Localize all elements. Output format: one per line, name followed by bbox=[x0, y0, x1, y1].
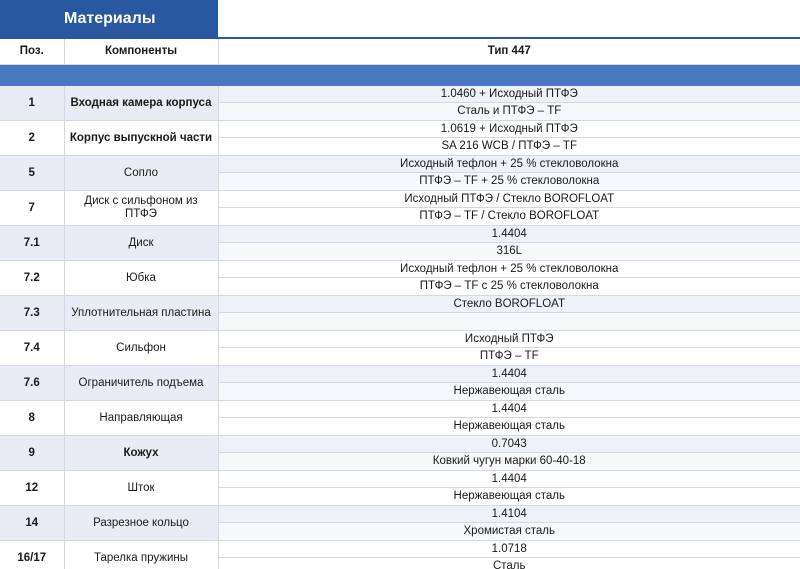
row-material-code: Исходный ПТФЭ bbox=[219, 331, 800, 348]
row-pos: 7.2 bbox=[0, 261, 64, 296]
header-components: Компоненты bbox=[64, 39, 218, 64]
row-material-code: 1.4404 bbox=[219, 366, 800, 383]
table-row bbox=[0, 366, 800, 401]
row-material-code: Исходный тефлон + 25 % стекловолокна bbox=[219, 261, 800, 278]
row-material-desc: Сталь и ПТФЭ – TF bbox=[219, 103, 800, 120]
table-row bbox=[0, 506, 800, 541]
row-materials bbox=[218, 261, 800, 296]
row-material-code: 1.4104 bbox=[219, 506, 800, 523]
row-component: Юбка bbox=[64, 261, 218, 296]
row-pos: 9 bbox=[0, 436, 64, 471]
row-component: Диск с сильфоном из ПТФЭ bbox=[64, 191, 218, 226]
row-component: Шток bbox=[64, 471, 218, 506]
row-material-desc: Хромистая сталь bbox=[219, 523, 800, 540]
table-header-row bbox=[0, 39, 800, 64]
row-material-code: 1.4404 bbox=[219, 401, 800, 418]
row-pos: 14 bbox=[0, 506, 64, 541]
row-materials bbox=[218, 541, 800, 569]
row-material-code: 1.4404 bbox=[219, 226, 800, 243]
row-material-code: 1.0460 + Исходный ПТФЭ bbox=[219, 86, 800, 103]
row-material-code: Исходный тефлон + 25 % стекловолокна bbox=[219, 156, 800, 173]
row-pos: 16/17 bbox=[0, 541, 64, 569]
page-title: Материалы bbox=[0, 0, 218, 38]
row-material-desc: ПТФЭ – TF bbox=[219, 348, 800, 365]
row-material-desc: ПТФЭ – TF / Стекло BOROFLOAT bbox=[219, 208, 800, 225]
table-row bbox=[0, 226, 800, 261]
row-materials bbox=[218, 191, 800, 226]
row-component: Тарелка пружины bbox=[64, 541, 218, 569]
row-material-desc: SA 216 WCB / ПТФЭ – TF bbox=[219, 138, 800, 155]
row-material-code: 1.0718 bbox=[219, 541, 800, 558]
row-materials bbox=[218, 226, 800, 261]
row-material-desc: ПТФЭ – TF с 25 % стекловолокна bbox=[219, 278, 800, 295]
row-materials bbox=[218, 86, 800, 121]
row-material-code: 1.4404 bbox=[219, 471, 800, 488]
row-component: Сильфон bbox=[64, 331, 218, 366]
row-pos: 7.4 bbox=[0, 331, 64, 366]
row-pos: 5 bbox=[0, 156, 64, 191]
row-pos: 2 bbox=[0, 121, 64, 156]
row-material-desc: Нержавеющая сталь bbox=[219, 488, 800, 505]
header-type: Тип 447 bbox=[218, 39, 800, 64]
table-row bbox=[0, 121, 800, 156]
row-materials bbox=[218, 331, 800, 366]
row-material-desc: ПТФЭ – TF + 25 % стекловолокна bbox=[219, 173, 800, 190]
row-material-code: Исходный ПТФЭ / Стекло BOROFLOAT bbox=[219, 191, 800, 208]
table-row bbox=[0, 261, 800, 296]
row-component: Корпус выпускной части bbox=[64, 121, 218, 156]
row-pos: 8 bbox=[0, 401, 64, 436]
row-material-code: 0.7043 bbox=[219, 436, 800, 453]
row-component: Уплотнительная пластина bbox=[64, 296, 218, 331]
header-band bbox=[0, 64, 800, 86]
row-component: Входная камера корпуса bbox=[64, 86, 218, 121]
row-materials bbox=[218, 506, 800, 541]
table-row bbox=[0, 86, 800, 121]
row-component: Разрезное кольцо bbox=[64, 506, 218, 541]
row-pos: 1 bbox=[0, 86, 64, 121]
table-row bbox=[0, 436, 800, 471]
row-materials bbox=[218, 156, 800, 191]
row-component: Ограничитель подъема bbox=[64, 366, 218, 401]
row-pos: 7 bbox=[0, 191, 64, 226]
materials-table bbox=[0, 39, 800, 569]
row-material-desc: Сталь bbox=[219, 558, 800, 569]
row-material-desc: 316L bbox=[219, 243, 800, 260]
row-pos: 7.1 bbox=[0, 226, 64, 261]
row-component: Направляющая bbox=[64, 401, 218, 436]
row-pos: 7.3 bbox=[0, 296, 64, 331]
row-material-desc: Ковкий чугун марки 60-40-18 bbox=[219, 453, 800, 470]
row-materials bbox=[218, 401, 800, 436]
row-materials bbox=[218, 436, 800, 471]
row-pos: 7.6 bbox=[0, 366, 64, 401]
row-material-code: Стекло BOROFLOAT bbox=[219, 296, 800, 313]
table-row bbox=[0, 541, 800, 569]
row-component: Диск bbox=[64, 226, 218, 261]
table-row bbox=[0, 401, 800, 436]
row-material-code: 1.0619 + Исходный ПТФЭ bbox=[219, 121, 800, 138]
row-material-desc bbox=[219, 313, 800, 330]
table-row bbox=[0, 471, 800, 506]
row-component: Кожух bbox=[64, 436, 218, 471]
header-pos: Поз. bbox=[0, 39, 64, 64]
table-row bbox=[0, 331, 800, 366]
row-materials bbox=[218, 366, 800, 401]
row-material-desc: Нержавеющая сталь bbox=[219, 418, 800, 435]
row-material-desc: Нержавеющая сталь bbox=[219, 383, 800, 400]
row-pos: 12 bbox=[0, 471, 64, 506]
table-row bbox=[0, 296, 800, 331]
table-row bbox=[0, 191, 800, 226]
row-materials bbox=[218, 471, 800, 506]
row-materials bbox=[218, 121, 800, 156]
row-component: Сопло bbox=[64, 156, 218, 191]
table-row bbox=[0, 156, 800, 191]
row-materials bbox=[218, 296, 800, 331]
